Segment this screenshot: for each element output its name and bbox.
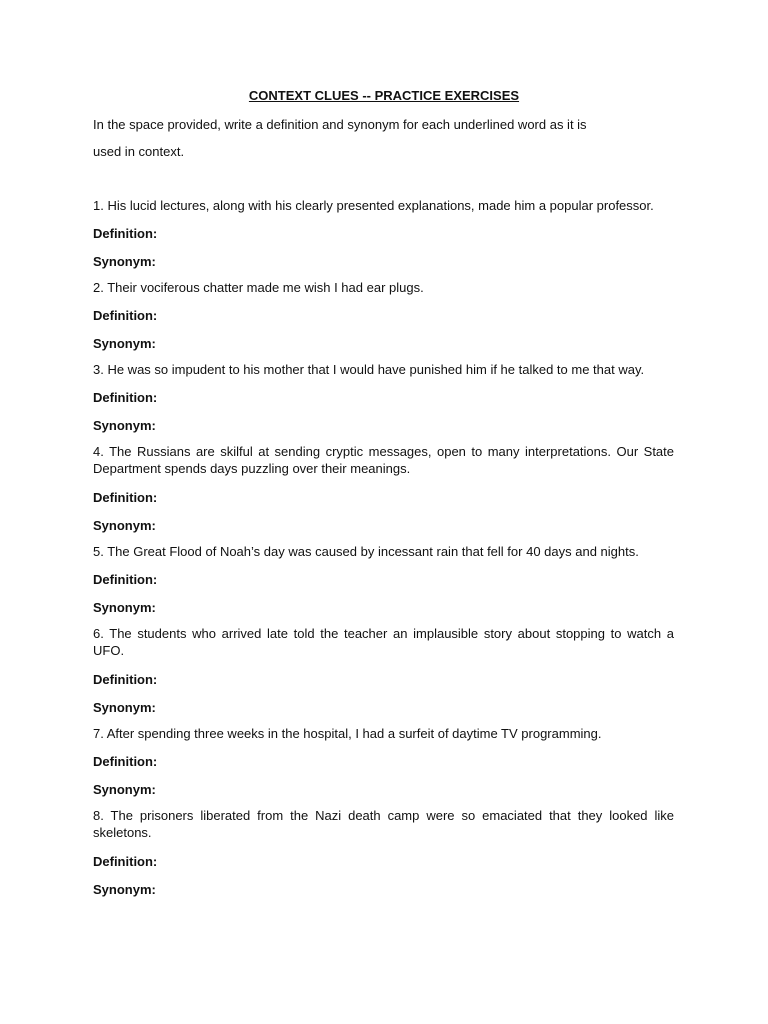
synonym-label-8: Synonym:: [93, 882, 156, 897]
definition-label-4: Definition:: [93, 490, 158, 505]
definition-label-6: Definition:: [93, 672, 158, 687]
question-6: 6. The students who arrived late told the teacher an implausible story about stopping to watch a UFO.: [93, 626, 674, 658]
synonym-label-3: Synonym:: [93, 418, 156, 433]
question-3: 3. He was so impudent to his mother that I would have punished him if he talked to me that way.: [93, 362, 645, 377]
synonym-label-6: Synonym:: [93, 700, 156, 715]
definition-label-5: Definition:: [93, 572, 158, 587]
synonym-label-1: Synonym:: [93, 254, 156, 269]
question-4: 4. The Russians are skilful at sending cryptic messages, open to many interpretations. Our State Department spends days puzzling over their meanings.: [93, 444, 674, 476]
question-1: 1. His lucid lectures, along with his clearly presented explanations, made him a popular professor.: [93, 198, 654, 213]
question-7: 7. After spending three weeks in the hospital, I had a surfeit of daytime TV programming.: [93, 726, 602, 741]
definition-label-2: Definition:: [93, 308, 158, 323]
instructions-line-2: used in context.: [93, 144, 185, 159]
question-2: 2. Their vociferous chatter made me wish I had ear plugs.: [93, 280, 424, 295]
synonym-label-5: Synonym:: [93, 600, 156, 615]
definition-label-3: Definition:: [93, 390, 158, 405]
definition-label-1: Definition:: [93, 226, 158, 241]
synonym-label-2: Synonym:: [93, 336, 156, 351]
page-title: CONTEXT CLUES -- PRACTICE EXERCISES: [248, 88, 520, 103]
question-5: 5. The Great Flood of Noah’s day was caused by incessant rain that fell for 40 days and nights.: [93, 544, 639, 559]
instructions-line-1: In the space provided, write a definition and synonym for each underlined word as it is: [93, 117, 587, 132]
synonym-label-4: Synonym:: [93, 518, 156, 533]
definition-label-8: Definition:: [93, 854, 158, 869]
question-8: 8. The prisoners liberated from the Nazi death camp were so emaciated that they looked like skeletons.: [93, 808, 674, 840]
synonym-label-7: Synonym:: [93, 782, 156, 797]
definition-label-7: Definition:: [93, 754, 158, 769]
